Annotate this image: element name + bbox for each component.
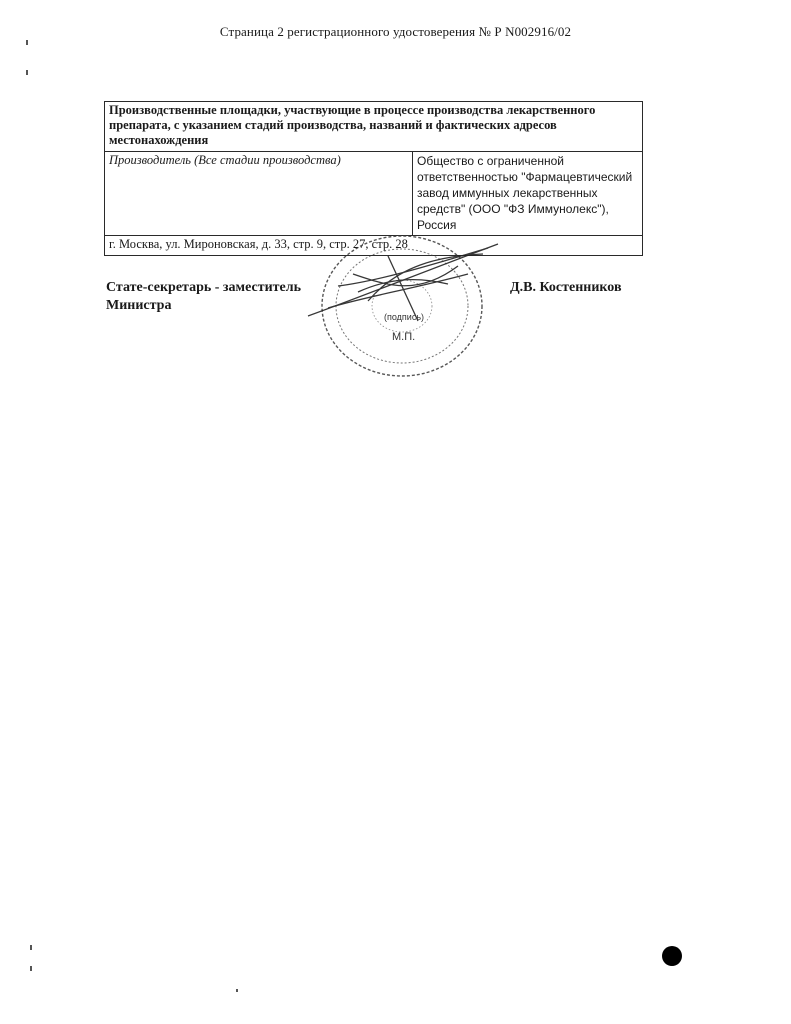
- signatory-title-line: Стате-секретарь - заместитель: [106, 280, 301, 295]
- table-heading: Производственные площадки, участвующие в процессе производства лекарственного препарата, с указанием стадий производства, названий и фактических адресов местонахождения: [105, 102, 643, 152]
- margin-mark: [26, 40, 28, 45]
- signature-caption: (подпись): [384, 312, 425, 322]
- page-title: Страница 2 регистрационного удостоверения № Р N002916/02: [219, 24, 572, 39]
- producer-role-cell: Производитель (Все стадии производства): [105, 152, 413, 236]
- hole-punch-mark: [662, 946, 682, 966]
- stamp-place-mark: М.П.: [392, 331, 416, 343]
- signatory-name: Д.В. Костенников: [510, 280, 622, 295]
- address-cell: г. Москва, ул. Мироновская, д. 33, стр. 9, стр. 27, стр. 28: [105, 236, 643, 256]
- signatory-title-line: Министра: [106, 298, 172, 313]
- organization-cell: Общество с ограниченной ответственностью "Фармацевтический завод иммунных лекарственных средств" (ООО "ФЗ Иммунолекс"), Россия: [413, 152, 643, 236]
- margin-mark: [30, 945, 32, 950]
- table-row: [105, 102, 643, 152]
- signatory-title: [106, 279, 301, 315]
- margin-mark: [26, 70, 28, 75]
- margin-mark: [30, 966, 32, 971]
- margin-mark: [236, 989, 238, 992]
- table-row: [105, 152, 643, 236]
- official-seal-stamp: [298, 226, 503, 386]
